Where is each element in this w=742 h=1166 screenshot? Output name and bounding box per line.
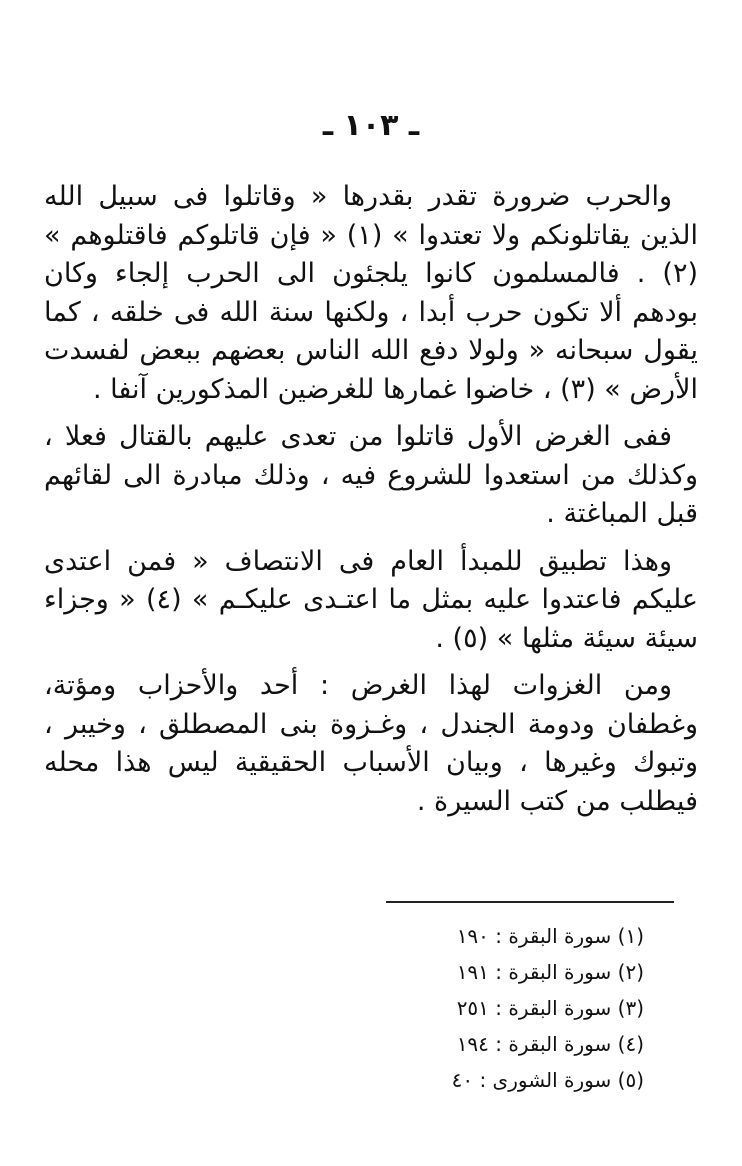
footnote-2: (٢) سورة البقرة : ١٩١ (456, 960, 644, 984)
paragraph-4: ومن الغزوات لهذا الغرض : أحد والأحزاب ومؤتة، وغطفان ودومة الجندل ، وغـزوة بنى المصطلق ، وخيبر ، وتبوك وغيرها ، وبيان الأسباب الحقيقية ليس هذا محله فيطلب من كتب السيرة . (44, 670, 698, 817)
paragraph-1: والحرب ضرورة تقدر بقدرها « وقاتلوا فى سبيل الله الذين يقاتلونكم ولا تعتدوا » (١) « فإن قاتلوكم فاقتلوهم » (٢) . فالمسلمون كانوا يلجئون الى الحرب إلجاء وكان بودهم ألا تكون حرب أبدا ، ولكنها سنة الله فى خلقه ، كما يقول سبحانه « ولولا دفع الله الناس بعضهم ببعض لفسدت الأرض » (٣) ، خاضوا غمارها للغرضين المذكورين آنفا . (44, 181, 698, 405)
footnotes-list (300, 918, 644, 1098)
footnote-3: (٣) سورة البقرة : ٢٥١ (456, 996, 644, 1020)
body-text (44, 178, 698, 830)
footnote-5: (٥) سورة الشورى : ٤٠ (451, 1068, 644, 1092)
paragraph-2: ففى الغرض الأول قاتلوا من تعدى عليهم بالقتال فعلا ، وكذلك من استعدوا للشروع فيه ، وذلك مبادرة الى لقائهم قبل المباغتة . (44, 421, 698, 529)
paragraph-3: وهذا تطبيق للمبدأ العام فى الانتصاف « فمن اعتدى عليكم فاعتدوا عليه بمثل ما اعتـدى عليكـم » (٤) « وجزاء سيئة سيئة مثلها » (٥) . (44, 545, 698, 654)
page-number: ـ ١٠٣ ـ (322, 108, 420, 143)
footnote-4: (٤) سورة البقرة : ١٩٤ (456, 1032, 644, 1056)
footnote-1: (١) سورة البقرة : ١٩٠ (456, 924, 644, 948)
footnote-divider (386, 901, 674, 903)
